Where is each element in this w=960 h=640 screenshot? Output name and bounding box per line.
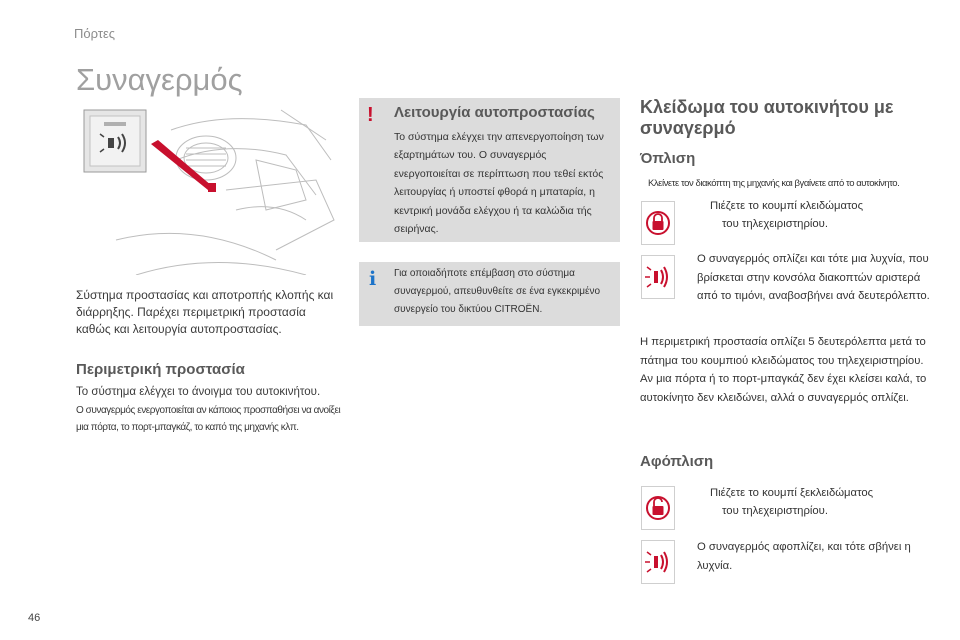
perimeter-text-2: Ο συναγερμός ενεργοποιείται αν κάποιος προσπαθήσει να ανοίξει μια πόρτα, το πορτ-μπαγκάζ, το καπό της μηχανής κλπ. xyxy=(76,405,341,433)
arming-heading: Όπλιση xyxy=(640,150,696,167)
perimeter-arming-note: Η περιμετρική προστασία οπλίζει 5 δευτερόλεπτα μετά το πάτημα του κουμπιού κλειδώματος του τηλεχειριστηρίου. Αν μια πόρτα ή το πορτ-μπαγκάζ δεν έχει κλείσει καλά, το αυτοκίνητο δεν κλειδώνει, αλλά ο συναγερμός οπλίζει. xyxy=(640,336,927,404)
unlock-button-icon xyxy=(641,486,675,530)
alarm-light-icon xyxy=(641,540,675,584)
page-title: Συναγερμός xyxy=(76,62,243,97)
arming-bullet-text: Κλείνετε τον διακόπτη της μηχανής και βγαίνετε από το αυτοκίνητο. xyxy=(648,178,900,189)
arming-description: Ο συναγερμός οπλίζει και τότε μια λυχνία, που βρίσκεται στην κονσόλα διακοπτών αριστερά από το τιμόνι, αναβοσβήνει ανά δευτερόλεπτο. xyxy=(697,253,930,302)
perimeter-heading: Περιμετρική προστασία xyxy=(76,361,245,378)
lock-step xyxy=(704,197,934,216)
chapter-title: Πόρτες xyxy=(74,26,116,41)
unlock-step-line-1: Πιέζετε το κουμπί ξεκλειδώματος xyxy=(710,487,874,499)
disarming-description: Ο συναγερμός αφοπλίζει, και τότε σβήνει η λυχνία. xyxy=(697,541,911,572)
intro-text: Σύστημα προστασίας και αποτροπής κλοπής και διάρρηξης. Παρέχει περιμετρική προστασία καθώς και λειτουργία αυτοπροστασίας. xyxy=(76,288,334,336)
alarm-light-icon xyxy=(641,255,675,299)
info-icon: i xyxy=(369,268,377,290)
dashboard-illustration xyxy=(76,100,336,275)
self-protection-heading: Λειτουργία αυτοπροστασίας xyxy=(394,104,595,121)
disarming-heading: Αφόπλιση xyxy=(640,453,714,470)
unlock-step xyxy=(704,484,934,503)
lock-step-line-1: Πιέζετε το κουμπί κλειδώματος xyxy=(710,200,864,212)
page-number: 46 xyxy=(28,612,41,624)
unlock-step-line-2: του τηλεχειριστηρίου. xyxy=(722,505,828,517)
self-protection-text: Το σύστημα ελέγχει την απενεργοποίηση των εξαρτημάτων του. Ο συναγερμός ενεργοποιείται σε περίπτωση που τεθεί εκτός λειτουργίας ή υποστεί φθορά η μπαταρία, η κεντρική μονάδα ελέγχου ή τα καλώδια τής σειρήνας. xyxy=(394,131,604,236)
info-text: Για οποιαδήποτε επέμβαση στο σύστημα συναγερμού, απευθυνθείτε σε ένα εγκεκριμένο συνεργείο του δικτύου CITROËN. xyxy=(394,268,601,315)
arming-bullet xyxy=(642,178,899,189)
locking-title: Κλείδωμα του αυτοκινήτου με συναγερμό xyxy=(640,97,894,138)
lock-step-line-2: του τηλεχειριστηρίου. xyxy=(722,218,828,230)
lock-button-icon xyxy=(641,201,675,245)
warning-icon: ! xyxy=(367,104,374,126)
perimeter-text-1: Το σύστημα ελέγχει το άνοιγμα του αυτοκινήτου. xyxy=(76,386,321,398)
